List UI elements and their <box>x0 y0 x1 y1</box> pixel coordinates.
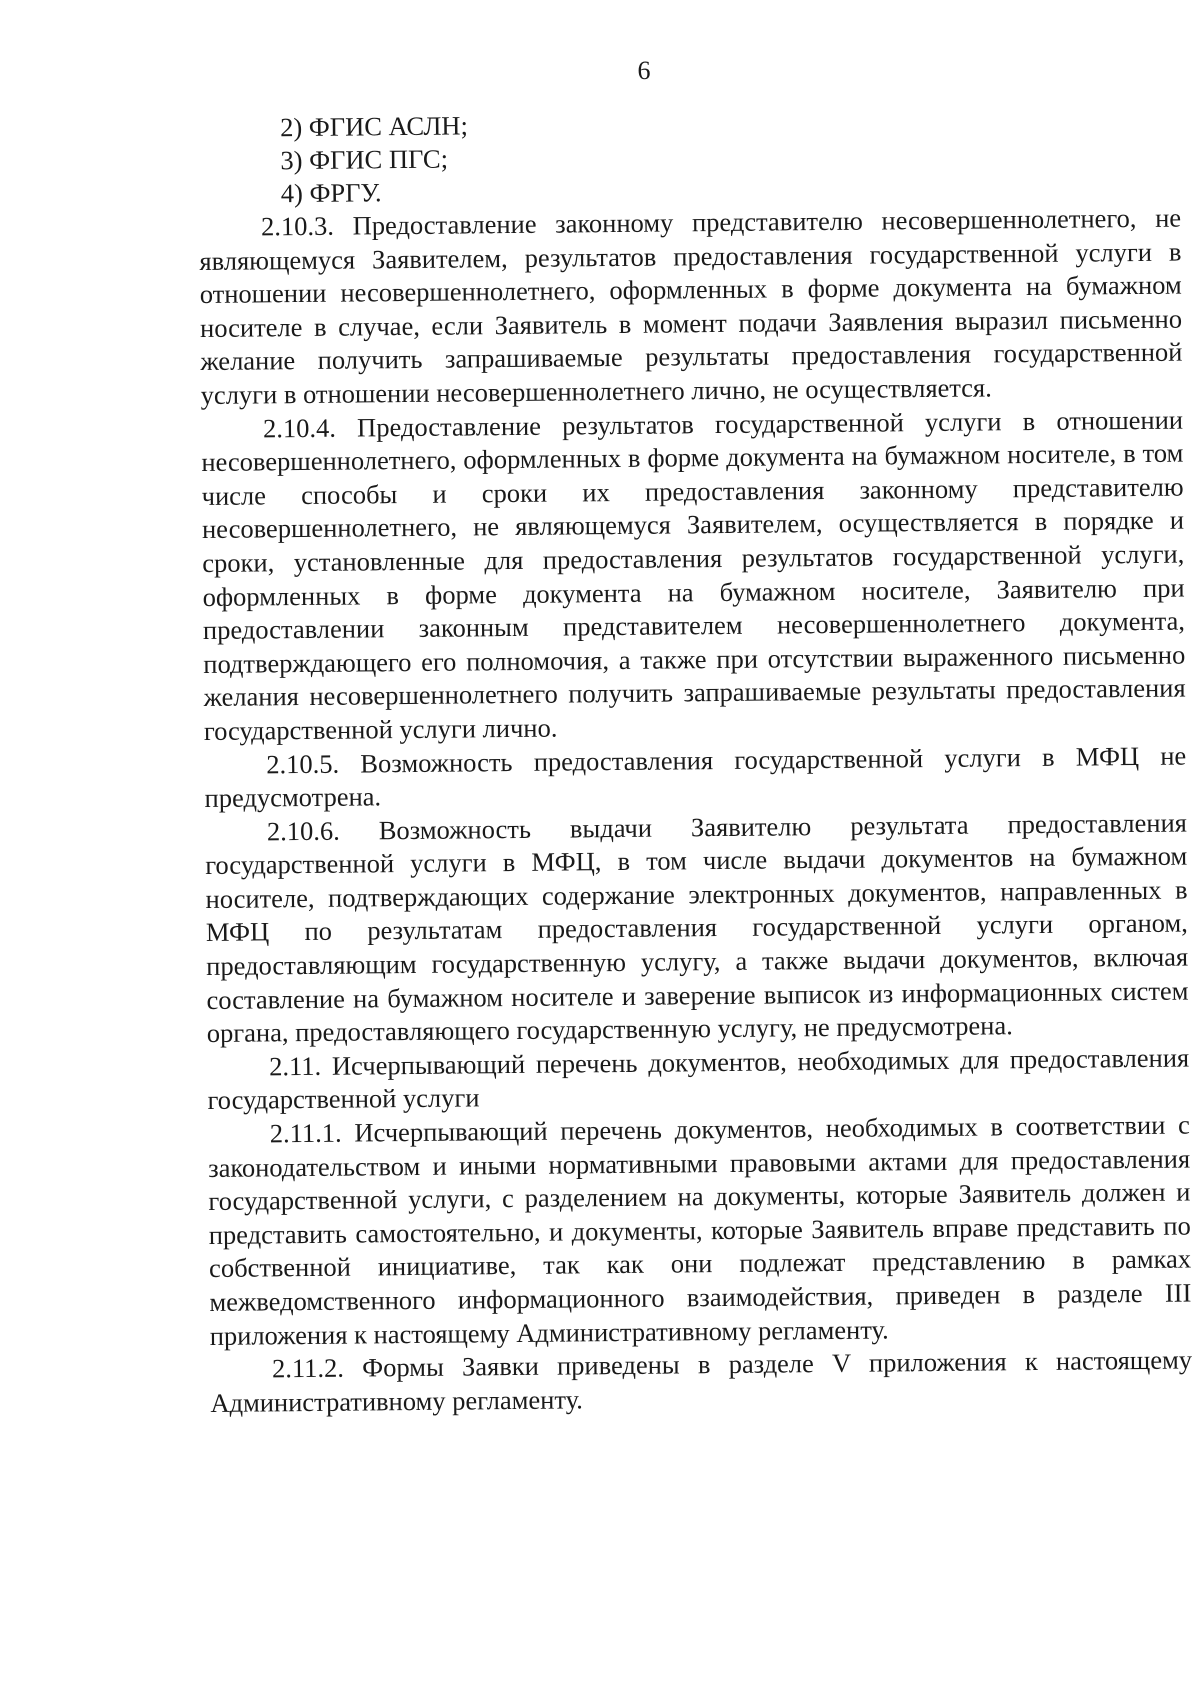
paragraph-2-11-2: 2.11.2. Формы Заявки приведены в разделе V приложения к настоящему Административному регламенту. <box>210 1344 1193 1418</box>
list-item: 3) ФГИС ПГС; <box>280 143 449 176</box>
list-item: 2) ФГИС АСЛН; <box>280 110 468 143</box>
paragraph-2-11-1: 2.11.1. Исчерпывающий перечень документов, необходимых в соответствии с законодательством и иными нормативными правовыми актами для предоставления государственной услуги, с разделением на документы, которые Заявитель должен и представить самостоятельно, и документы, которые Заявитель вправе представить по собственной инициативе, так как они подлежат представлению в рамках межведомственного информационного взаимодействия, приведен в разделе III приложения к настоящему Административному регламенту. <box>207 1109 1192 1351</box>
paragraph-2-10-5: 2.10.5. Возможность предоставления государственной услуги в МФЦ не предусмотрена. <box>204 740 1187 814</box>
section-heading-2-11: 2.11. Исчерпывающий перечень документов, необходимых для предоставления государственной услуги <box>207 1042 1190 1116</box>
paragraph-2-10-4: 2.10.4. Предоставление результатов государственной услуги в отношении несовершеннолетнего, оформленных в форме документа на бумажном носителе, в том числе способы и сроки их предоставления законному представителю несовершеннолетнего, не являющемуся Заявителем, осуществляется в порядке и сроки, установленные для предоставления результатов государственной услуги, оформленных в форме документа на бумажном носителе, Заявителю при предоставлении законным представителем несовершеннолетнего документа, подтверждающего его полномочия, а также при отсутствии выраженного письменно желания несовершеннолетнего получить запрашиваемые результаты предоставления государственной услуги лично. <box>201 404 1186 746</box>
page-number: 6 <box>637 56 651 85</box>
paragraph-2-10-6: 2.10.6. Возможность выдачи Заявителю результата предоставления государственной услуги в МФЦ, в том числе выдачи документов на бумажном носителе, подтверждающих содержание электронных документов, направленных в МФЦ по результатам предоставления государственной услуги органом, предоставляющим государственную услугу, а также выдачи документов, включая составление на бумажном носителе и заверение выписок из информационных систем органа, предоставляющего государственную услугу, не предусмотрена. <box>205 807 1189 1049</box>
document-body <box>198 103 1193 1421</box>
paragraph-2-10-3: 2.10.3. Предоставление законному представителю несовершеннолетнего, не являющемуся Заявителем, результатов предоставления государственной услуги в отношении несовершеннолетнего, оформленных в форме документа на бумажном носителе в случае, если Заявитель в момент подачи Заявления выразил письменно желание получить запрашиваемые результаты предоставления государственной услуги в отношении несовершеннолетнего лично, не осуществляется. <box>199 202 1183 410</box>
list-item: 4) ФРГУ. <box>280 177 382 209</box>
